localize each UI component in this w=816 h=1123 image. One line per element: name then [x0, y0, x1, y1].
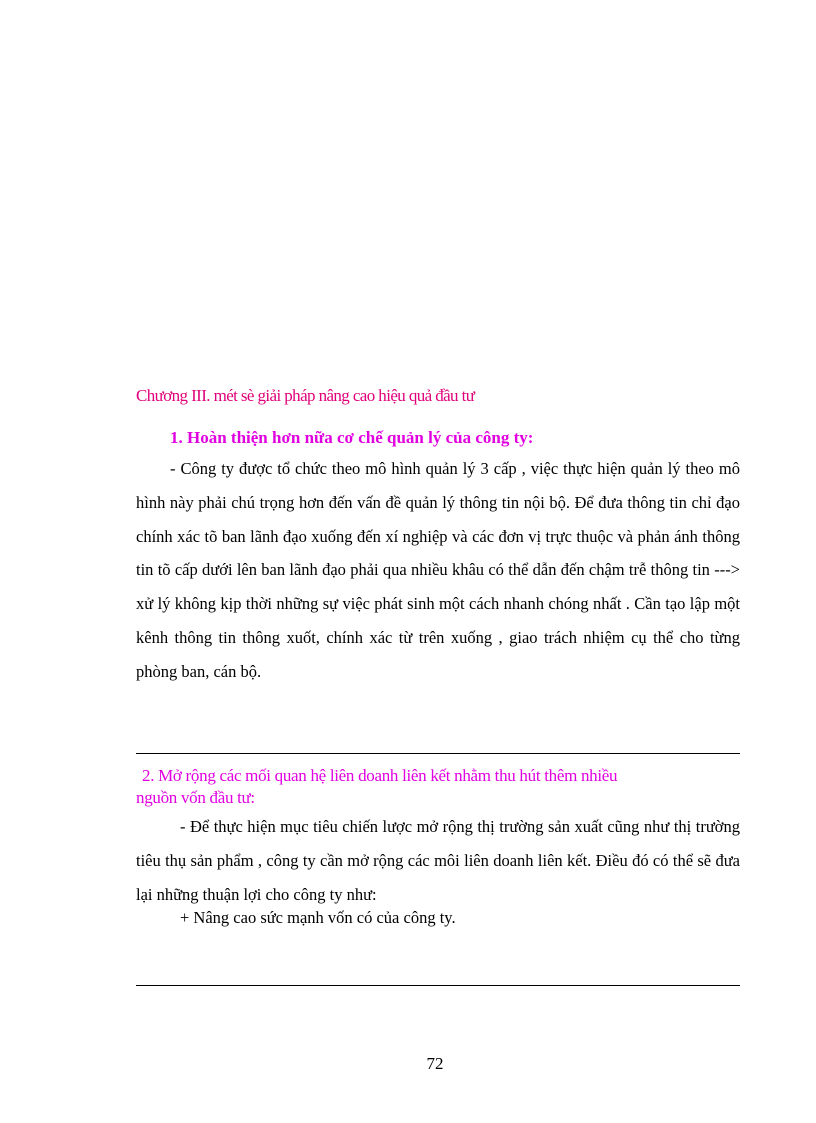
section-2-heading-line-1: 2. Mở rộng các mối quan hệ liên doanh liên kết nhằm thu hút thêm nhiều: [142, 766, 618, 785]
chapter-title: Chương III. mét sè giải pháp nâng cao hiệu quả đầu tư: [136, 386, 475, 405]
page-number: 72: [426, 1054, 444, 1073]
section-2-heading-line-2: nguồn vốn đầu tư:: [136, 788, 255, 807]
section-2-heading: [136, 765, 740, 809]
section-2-paragraph-text: - Để thực hiện mục tiêu chiến lược mở rộng thị trường sản xuất cũng như thị trường tiêu thụ sản phẩm , công ty cần mở rộng các môi liên doanh liên kết. Điều đó có thể sẽ đưa lại những thuận lợi cho công ty như:: [136, 817, 740, 904]
section-1-paragraph-text: - Công ty được tổ chức theo mô hình quản lý 3 cấp , việc thực hiện quản lý theo mô hình này phải chú trọng hơn đến vấn đề quản lý thông tin nội bộ. Để đưa thông tin chỉ đạo chính xác tõ ban lãnh đạo xuống đến xí nghiệp và các đơn vị trực thuộc và phản ánh thông tin tõ cấp dưới lên ban lãnh đạo phải qua nhiều khâu có thể dẫn đến chậm trễ thông tin ---> xử lý không kịp thời những sự việc phát sinh một cách nhanh chóng nhất . Cần tạo lập một kênh thông tin thông xuốt, chính xác từ trên xuống , giao trách nhiệm cụ thể cho từng phòng ban, cán bộ.: [136, 459, 740, 681]
horizontal-rule: [136, 753, 740, 754]
horizontal-rule: [136, 985, 740, 986]
section-1-paragraph: [136, 452, 740, 689]
section-1-heading: 1. Hoàn thiện hơn nữa cơ chế quản lý của công ty:: [170, 428, 534, 447]
section-2-bullet-item: + Nâng cao sức mạnh vốn có của công ty.: [180, 908, 456, 927]
section-2-paragraph: [136, 810, 740, 911]
